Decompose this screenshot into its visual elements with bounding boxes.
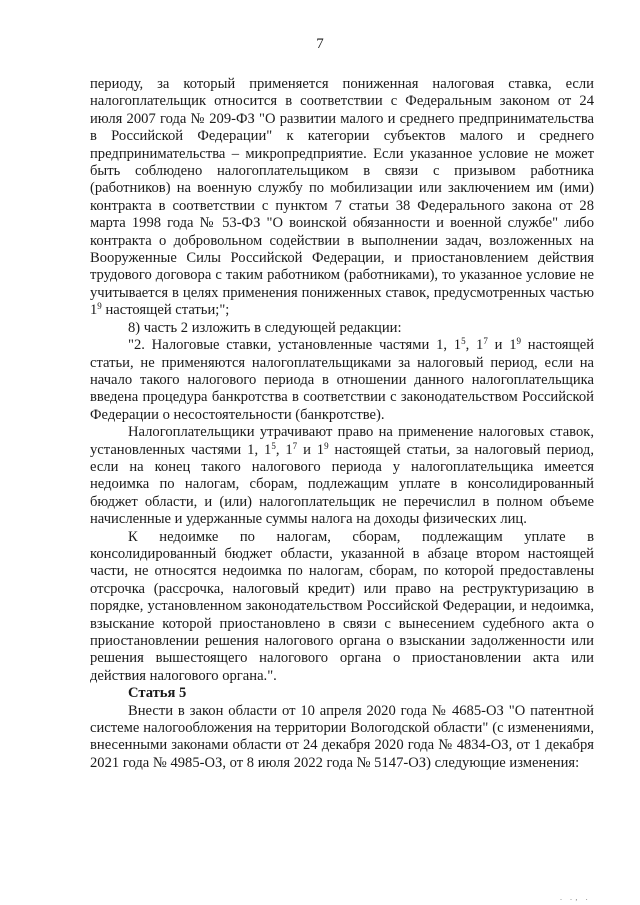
- superscript: 9: [324, 440, 329, 451]
- text-run: и 1: [297, 441, 325, 458]
- paragraph-6: Внести в закон области от 10 апреля 2020 года № 4685-ОЗ "О патентной системе налогообложения на территории Вологодской области" (с изменениями, внесенными законами области от 24 декабря 2020 года № 4834-ОЗ, от 1 декабря 2021 года № 4985-ОЗ, от 8 июля 2022 года № 5147-ОЗ) следующие изменения:: [90, 702, 594, 771]
- paragraph-5: К недоимке по налогам, сборам, подлежащим уплате в консолидированный бюджет области, указанной в абзаце втором настоящей части, не относятся недоимка по налогам, сборам, по которой предоставлены отсрочка (рассрочка, налоговый кредит) или право на реструктуризацию в порядке, установленном законодательством Российской Федерации, и недоимка, взыскание которой приостановлено в связи с вынесением судебного акта о приостановлении решения налогового органа о взыскании задолженности или решения вышестоящего налогового органа о приостановлении акта или действия налогового органа.".: [90, 528, 594, 684]
- paragraph-1-text: периоду, за который применяется пониженная налоговая ставка, если налогоплательщик относится в соответствии с Федеральным законом от 24 июля 2007 года № 209-ФЗ "О развитии малого и среднего предпринимательства в Российской Федерации" к категории субъектов малого и среднего предпринимательства – микропредприятие. Если указанное условие не может быть соблюдено налогоплательщиком в связи с призывом работника (работников) на военную службу по мобилизации или заключением им (ими) контракта в соответствии с пунктом 7 статьи 38 Федерального закона от 28 марта 1998 года № 53-ФЗ "О воинской обязанности и военной службе" либо контракта о добровольном содействии в выполнении задач, возложенных на Вооруженные Силы Российской Федерации, и приостановлением действия трудового договора с таким работником (работниками), то указанное условие не учитывается в целях применения пониженных ставок, предусмотренных частью 1: [90, 76, 594, 319]
- text-run: и 1: [487, 337, 517, 354]
- superscript: 9: [97, 301, 102, 312]
- paragraph-4: [90, 424, 594, 528]
- text-run: Налогоплательщики утрачивают право на применение налоговых ставок, установленных частями 1, 1: [90, 424, 594, 458]
- text-run: , 1: [275, 441, 293, 458]
- paragraph-2: 8) часть 2 изложить в следующей редакции:: [128, 319, 402, 336]
- text-run: "2. Налоговые ставки, установленные частями 1, 1: [128, 337, 462, 354]
- superscript: 7: [483, 336, 488, 347]
- superscript: 5: [461, 336, 466, 347]
- footer-marks: . .‚ .: [560, 893, 591, 902]
- document-body: [90, 76, 594, 772]
- page-number: 7: [316, 36, 324, 52]
- text-run: настоящей статьи, не применяются налогоплательщиками за налоговый период, если на начало такого налогового периода в отношении данного налогоплательщика введена процедура банкротства в соответствии с законодательством Российской Федерации о несостоятельности (банкротстве).: [90, 337, 595, 423]
- superscript: 5: [271, 440, 276, 451]
- superscript: 7: [292, 440, 298, 451]
- text-run: , 1: [465, 337, 484, 354]
- superscript: 9: [516, 336, 522, 347]
- text-run: настоящей статьи, за налоговый период, если на конец такого налогового периода у налогоплательщика имеется недоимка по налогам, сборам, подлежащим уплате в консолидированный бюджет области, и (или) налогоплательщик не перечислил в полном объеме начисленные и удержанные суммы налога на доходы физических лиц.: [90, 441, 594, 528]
- paragraph-3: [90, 337, 594, 424]
- article-title: Статья 5: [128, 685, 187, 702]
- paragraph-1-end: настоящей статьи;";: [101, 302, 230, 319]
- paragraph-1: [90, 76, 594, 320]
